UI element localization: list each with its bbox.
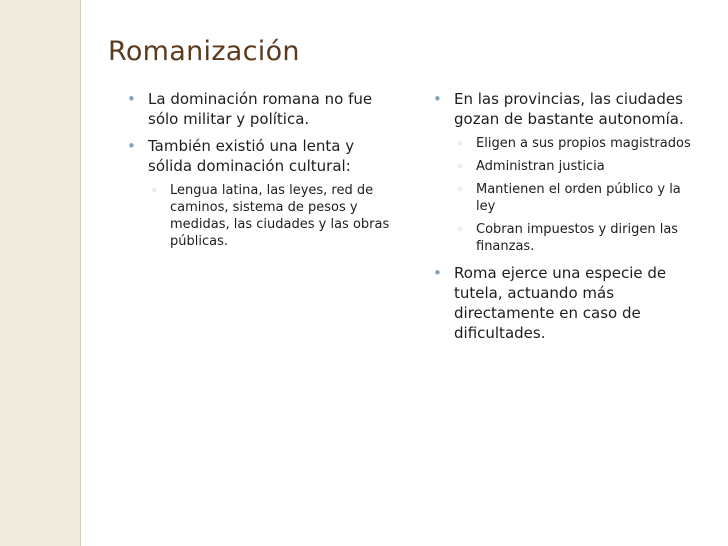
right-sub-list <box>454 135 696 255</box>
bullet-dot-icon: • <box>433 264 442 282</box>
right-sub-item <box>454 135 696 152</box>
right-sub-text: Administran justicia <box>476 159 605 174</box>
right-bullet-text: En las provincias, las ciudades gozan de bastante autonomía. <box>454 90 684 128</box>
left-column <box>118 89 400 258</box>
sub-bullet-circle-icon: ◦ <box>457 183 464 196</box>
left-bullet-list <box>118 89 400 250</box>
bullet-dot-icon: • <box>127 137 136 155</box>
right-sub-text: Cobran impuestos y dirigen las finanzas. <box>476 222 679 254</box>
right-sub-text: Mantienen el orden público y la ley <box>476 182 681 214</box>
left-sub-item <box>148 182 400 250</box>
sub-bullet-circle-icon: ◦ <box>457 160 464 173</box>
right-sub-item <box>454 221 696 255</box>
bullet-dot-icon: • <box>433 90 442 108</box>
left-sub-list <box>148 182 400 250</box>
left-bullet-text: También existió una lenta y sólida dominación cultural: <box>148 137 355 175</box>
right-bullet-text: Roma ejerce una especie de tutela, actuando más directamente en caso de dificultades. <box>454 264 667 342</box>
left-sub-text: Lengua latina, las leyes, red de caminos, sistema de pesos y medidas, las ciudades y las obras públicas. <box>170 183 390 249</box>
left-bullet-item <box>118 89 400 129</box>
right-column <box>424 89 696 350</box>
sidebar-divider <box>80 0 81 546</box>
bullet-dot-icon: • <box>127 90 136 108</box>
sub-bullet-circle-icon: ◦ <box>457 223 464 236</box>
right-sub-text: Eligen a sus propios magistrados <box>476 136 691 151</box>
slide-title: Romanización <box>108 36 300 67</box>
sub-bullet-circle-icon: ◦ <box>457 137 464 150</box>
right-sub-item <box>454 181 696 215</box>
right-bullet-list <box>424 89 696 343</box>
right-bullet-item <box>424 89 696 255</box>
right-bullet-item <box>424 263 696 343</box>
left-bullet-item <box>118 136 400 250</box>
sub-bullet-circle-icon: ◦ <box>151 184 158 197</box>
right-sub-item <box>454 158 696 175</box>
slide-sidebar <box>0 0 80 546</box>
left-bullet-text: La dominación romana no fue sólo militar y política. <box>148 90 373 128</box>
